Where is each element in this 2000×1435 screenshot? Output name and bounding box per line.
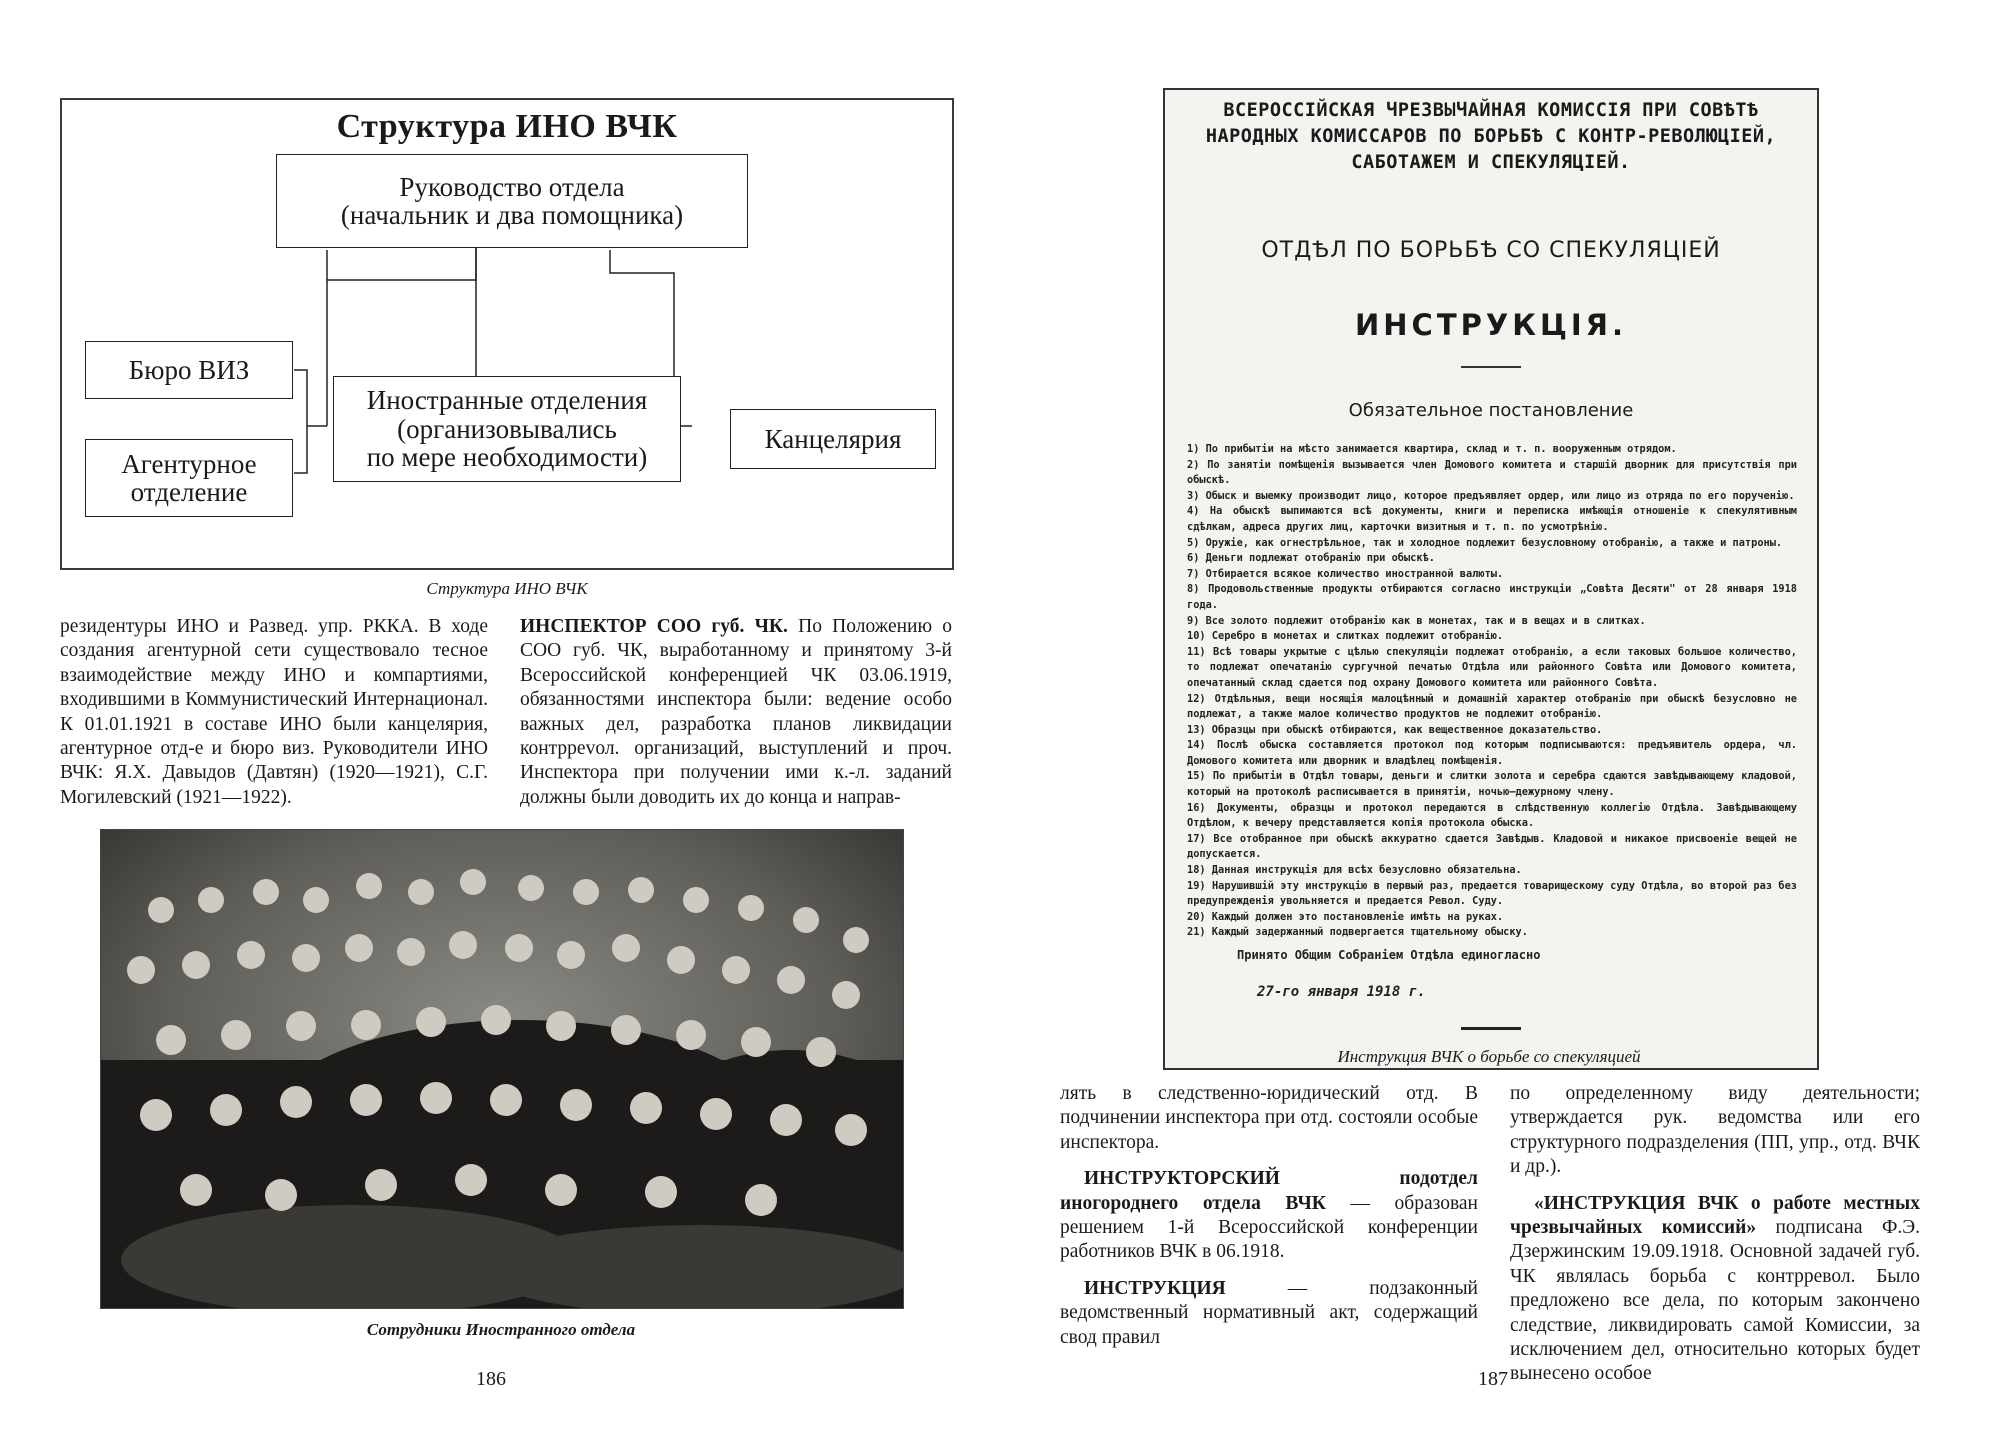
term-instruction-text: — подзаконный ведомственный нормативный акт, содержащий свод правил (1060, 1277, 1478, 1348)
decree-adopted: Принято Общим Собраніем Отдѣла единогласно (1237, 948, 1541, 962)
decree-item: 17) Все отобранное при обыскѣ аккуратно сдается Завѣдыв. Кладовой и никакое присвоеніе вещей не допускается. (1187, 832, 1797, 861)
decree-item: 1) По прибытіи на мѣсто занимается квартира, склад и т. п. вооруженным отрядом. (1187, 443, 1677, 455)
page-number-right: 187 (1478, 1368, 1508, 1390)
org-box-leadership: Руководство отдела (начальник и два помощника) (276, 154, 748, 248)
decree-subtitle: Обязательное постановление (1348, 400, 1634, 421)
photo-caption: Сотрудники Иностранного отдела (366, 1320, 636, 1339)
term-inspector: ИНСПЕКТОР СОО губ. ЧК. (520, 616, 788, 637)
decree-item: 16) Документы, образцы и протокол передаются в слѣдственную коллегію Отдѣла. Завѣдывающему Отдѣлом, к вечеру представляется копія протокола обыска. (1187, 801, 1797, 830)
org-box-office: Канцелярия (730, 409, 936, 469)
decree-department: ОТДѢЛ ПО БОРЬБѢ СО СПЕКУЛЯЦІЕЙ (1261, 238, 1721, 263)
decree-item: 8) Продовольственные продукты отбираются согласно инструкціи „Совѣта Десяти" от 28 января 1918 года. (1187, 583, 1797, 611)
term-instructor: ИНСТРУКТОРСКИЙ подотдел иногороднего отдела ВЧК (1060, 1168, 1478, 1214)
decree-item: 12) Отдѣльныя, вещи носящія малоцѣнный и домашній характер отобранію при обыскѣ безусловно не подлежат, а также малое количество продуктов не подлежит отобранію. (1187, 692, 1797, 721)
decree-item: 20) Каждый должен это постановленіе имѣть на руках. (1187, 910, 1504, 923)
org-box-foreign: Иностранные отделения (организовывались по мере необходимости) (333, 376, 681, 482)
left-col1-text: резидентуры ИНО и Развед. упр. РККА. В ходе создания агентурной сети существовало тесное взаимодействие между ИНО и компартиями, входившими в Коммунистический Интернационал. К 01.01.1921 в составе ИНО были канцелярия, агентурное отд-е и бюро виз. Руководители ИНО ВЧК: Я.Х. Давыдов (Давтян) (1920—1921), С.Г. Могилевский (1921—1922). (60, 616, 488, 808)
decree-item: 4) На обыскѣ выпимаются всѣ документы, книги и переписка имѣющія отношеніе к спекулятивным сдѣлкам, адреса других лиц, карточки визитныя и т. п. по усмотрѣнію. (1187, 505, 1797, 533)
term-instruction: ИНСТРУКЦИЯ (1084, 1277, 1226, 1299)
right-column-2 (1510, 1082, 1920, 1387)
decree-item: 19) Нарушившій эту инструкцію в первый раз, предается товарищескому суду Отдѣла, во второй раз без предупрежденія увольняется и предается Револ. Суду. (1187, 879, 1797, 908)
decree-item: 2) По занятіи помѣщенія вызывается член Домового комитета и старшій дворник для присутствія при обыскѣ. (1187, 458, 1797, 487)
term-vchk-instruction-text: подписана Ф.Э. Дзержинским 19.09.1918. Основной задачей губ. ЧК являлась борьба с контрревол. Было предложено все дела, по которым закончено следствие, ликвидировать самой Комиссии, за исключением дел, относительно которых будет вынесено особое (1510, 1217, 1920, 1385)
decree-item: 13) Образцы при обыскѣ отбираются, как вещественное доказательство. (1187, 723, 1603, 736)
decree-date: 27-го января 1918 г. (1257, 984, 1426, 1000)
decree-item: 21) Каждый задержанный подвергается тщательному обыску. (1187, 926, 1528, 939)
decree-item: 15) По прибытіи в Отдѣл товары, деньги и слитки золота и серебра сдаются завѣдывающему кладовой, который на протоколѣ расписывается в принятіи, ночью—дежурному члену. (1187, 770, 1797, 799)
page-number-left: 186 (476, 1368, 506, 1390)
decree-header: ВСЕРОССІЙСКАЯ ЧРЕЗВЫЧАЙНАЯ КОМИССІЯ ПРИ СОВѢТѢ НАРОДНЫХ КОМИССАРОВ ПО БОРЬБѢ С КОНТР-РЕВОЛЮЦІЕЙ, САБОТАЖЕМ И СПЕКУЛЯЦІЕЙ. (1205, 100, 1777, 173)
decree-items (1187, 442, 1797, 941)
org-box-bureau: Бюро ВИЗ (85, 341, 293, 399)
decree-item: 18) Данная инструкція для всѣх безусловно обязательна. (1187, 864, 1522, 877)
right-column-1 (1060, 1082, 1478, 1350)
org-box-agent: Агентурное отделение (85, 439, 293, 517)
org-chart-caption: Структура ИНО ВЧК (426, 579, 588, 598)
term-inspector-text: По Положению о СОО губ. ЧК, выработанному и принятому 3-й Всероссийской конференцией ЧК 03.06.1919, обязанностями инспектора были: ведение особо важных дел, разработка планов ликвидации контррevол. организаций, выступлений и проч. Инспектора при получении ими к.-л. заданий должны были доводить их до конца и направ- (520, 616, 952, 808)
left-column-2 (520, 615, 952, 810)
decree-item: 14) Послѣ обыска составляется протокол под которым подписываются: предъявитель ордера, чл. Домового комитета или дворник и владѣлец помѣщенія. (1187, 739, 1797, 767)
decree-scan (1163, 88, 1819, 1070)
staff-group-photo (100, 829, 904, 1309)
term-instructor-text: — образован решением 1-й Всероссийской конференции работников ВЧК в 06.1918. (1060, 1192, 1478, 1263)
org-chart-title: Структура ИНО ВЧК (336, 108, 678, 145)
org-chart (60, 98, 954, 570)
decree-item: 9) Все золото подлежит отобранію как в монетах, так и в вещах и в слитках. (1187, 614, 1646, 627)
photo-image (101, 830, 903, 1308)
decree-item: 5) Оружіе, как огнестрѣльное, так и холодное подлежит безусловному отобранію, а также и патроны. (1187, 536, 1783, 549)
decree-rule (1461, 366, 1521, 368)
left-column-1 (60, 615, 488, 810)
decree-caption: Инструкция ВЧК о борьбе со спекуляцией (1337, 1047, 1641, 1066)
term-vchk-instruction: «ИНСТРУКЦИЯ ВЧК о работе местных чрезвычайных комиссий» (1510, 1192, 1920, 1239)
decree-bottom-rule (1461, 1027, 1521, 1030)
decree-item: 10) Серебро в монетах и слитках подлежит отобранію. (1187, 630, 1504, 643)
decree-title: ИНСТРУКЦІЯ. (1355, 308, 1627, 342)
decree-item: 6) Деньги подлежат отобранію при обыскѣ. (1187, 552, 1435, 565)
right-col1-cont: лять в следственно-юридический отд. В подчинении инспектора при отд. состояли особые инспектора. (1060, 1083, 1478, 1153)
decree-item: 3) Обыск и выемку производит лицо, которое предъявляет ордер, или лицо из отряда по его порученію. (1187, 489, 1795, 502)
right-col2-cont: по определенному виду деятельности; утверждается рук. ведомства или его структурного подразделения (ПП, упр., отд. ВЧК и др.). (1510, 1083, 1920, 1178)
decree-item: 7) Отбирается всякое количество иностранной валюты. (1187, 567, 1504, 580)
decree-item: 11) Всѣ товары укрытые с цѣлью спекуляціи подлежат отобранію, а если таковых большое количество, то подлежат опечатанію сургучной печатью Отдѣла или районного Совѣта или Домового комитета, опечатанный склад сдается под охрану Домового комитета или районного Совѣта. (1187, 645, 1797, 689)
